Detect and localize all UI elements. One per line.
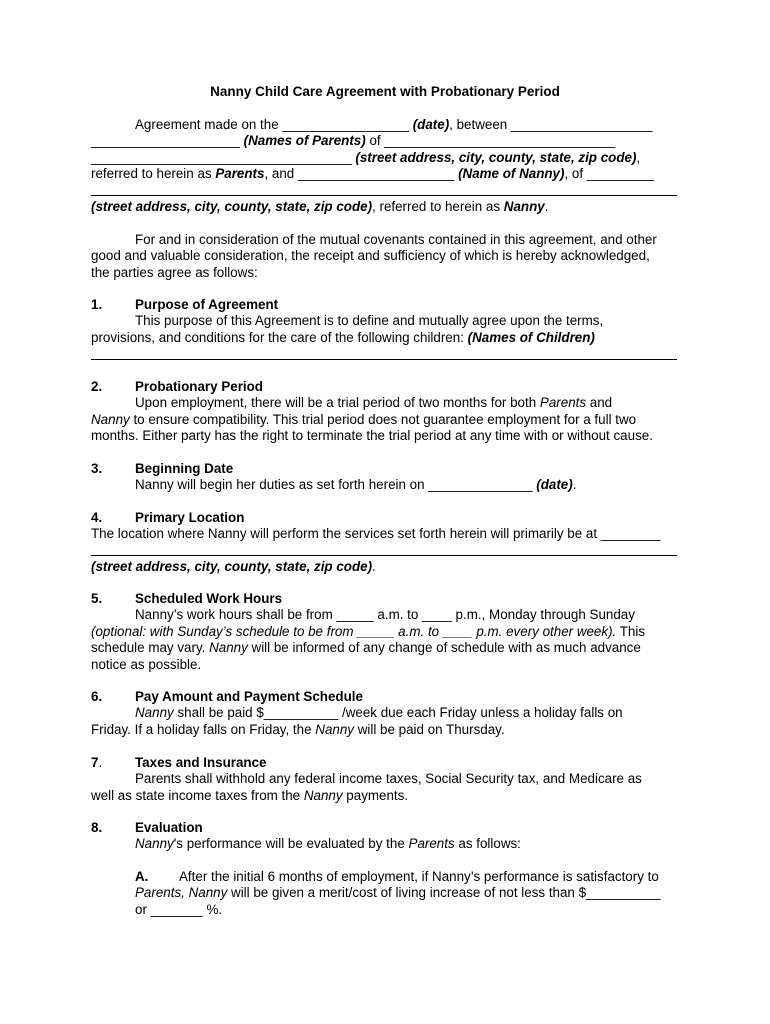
section-2-heading: Probationary Period (135, 379, 263, 394)
section-3-heading: Beginning Date (135, 461, 234, 476)
section-1-number: 1. (91, 297, 103, 312)
section-6: 6. Pay Amount and Payment Schedule Nanny shall be paid $__________ /week due each Friday unless a holiday falls on Friday. If a holiday falls on Friday, the Nanny will be paid on Thursday. (91, 689, 623, 737)
section-5-number: 5. (91, 591, 103, 606)
section-4-number: 4. (91, 510, 103, 525)
blank-line-address (91, 195, 677, 196)
section-8-heading: Evaluation (135, 820, 203, 835)
consideration-paragraph: For and in consideration of the mutual covenants contained in this agreement, and other good and valuable consideration, the receipt and sufficiency of which is hereby acknowledged, the parties agree as follows: (91, 232, 657, 280)
document-title: Nanny Child Care Agreement with Probationary Period (210, 84, 560, 99)
section-2-number: 2. (91, 379, 103, 394)
section-4: 4. Primary Location The location where Nanny will perform the services set forth herein will primarily be at ________ (91, 510, 661, 542)
section-2: 2. Probationary Period Upon employment, there will be a trial period of two months for both Parents and Nanny to ensure compatibility. This trial period does not guarantee employment for a full two months. Either party has the right to terminate the trial period at any time with or without cause. (91, 379, 653, 444)
section-6-heading: Pay Amount and Payment Schedule (135, 689, 363, 704)
blank-line-location (91, 555, 677, 556)
section-7: 7. Taxes and Insurance Parents shall withhold any federal income taxes, Social Security tax, and Medicare as well as state income taxes from the Nanny payments. (91, 755, 642, 803)
section-5-heading: Scheduled Work Hours (135, 591, 283, 606)
blank-line-children (91, 359, 677, 360)
intro-address-line: (street address, city, county, state, zip code), referred to herein as Nanny. (91, 199, 549, 214)
section-4-address: (street address, city, county, state, zip code). (91, 559, 376, 574)
section-6-number: 6. (91, 689, 103, 704)
section-8: 8. Evaluation Nanny's performance will be evaluated by the Parents as follows: (91, 820, 521, 852)
section-3-number: 3. (91, 461, 103, 476)
item-a-label: A. (135, 869, 149, 884)
intro-paragraph: Agreement made on the _________________ (date), between ___________________ ____________________ (Names of Parents) of _______________________________ ___________________________________ (street address, city, county, state, zip code), referred to herein as Parents, and _____________________ (Name of Nanny), of _________ (91, 117, 654, 182)
section-1: 1. Purpose of Agreement This purpose of this Agreement is to define and mutually agree upon the terms, provisions, and conditions for the care of the following children: (Names of Children) (91, 297, 604, 345)
section-8-item-a: A. After the initial 6 months of employment, if Nanny’s performance is satisfactory to Parents, Nanny will be given a merit/cost of living increase of not less than $__________ or _______ %. (135, 869, 661, 917)
section-7-number: 7. (91, 755, 103, 770)
section-8-number: 8. (91, 820, 103, 835)
section-5: 5. Scheduled Work Hours Nanny’s work hours shall be from _____ a.m. to ____ p.m., Monday through Sunday (optional: with Sunday’s schedule to be from _____ a.m. to ____ p.m. every other week). This schedule may vary. Nanny will be informed of any change of schedule with as much advance notice as possible. (91, 591, 646, 672)
section-1-heading: Purpose of Agreement (135, 297, 279, 312)
section-3: 3. Beginning Date Nanny will begin her duties as set forth herein on ______________ (date). (91, 461, 577, 493)
section-4-heading: Primary Location (135, 510, 245, 525)
section-7-heading: Taxes and Insurance (135, 755, 267, 770)
